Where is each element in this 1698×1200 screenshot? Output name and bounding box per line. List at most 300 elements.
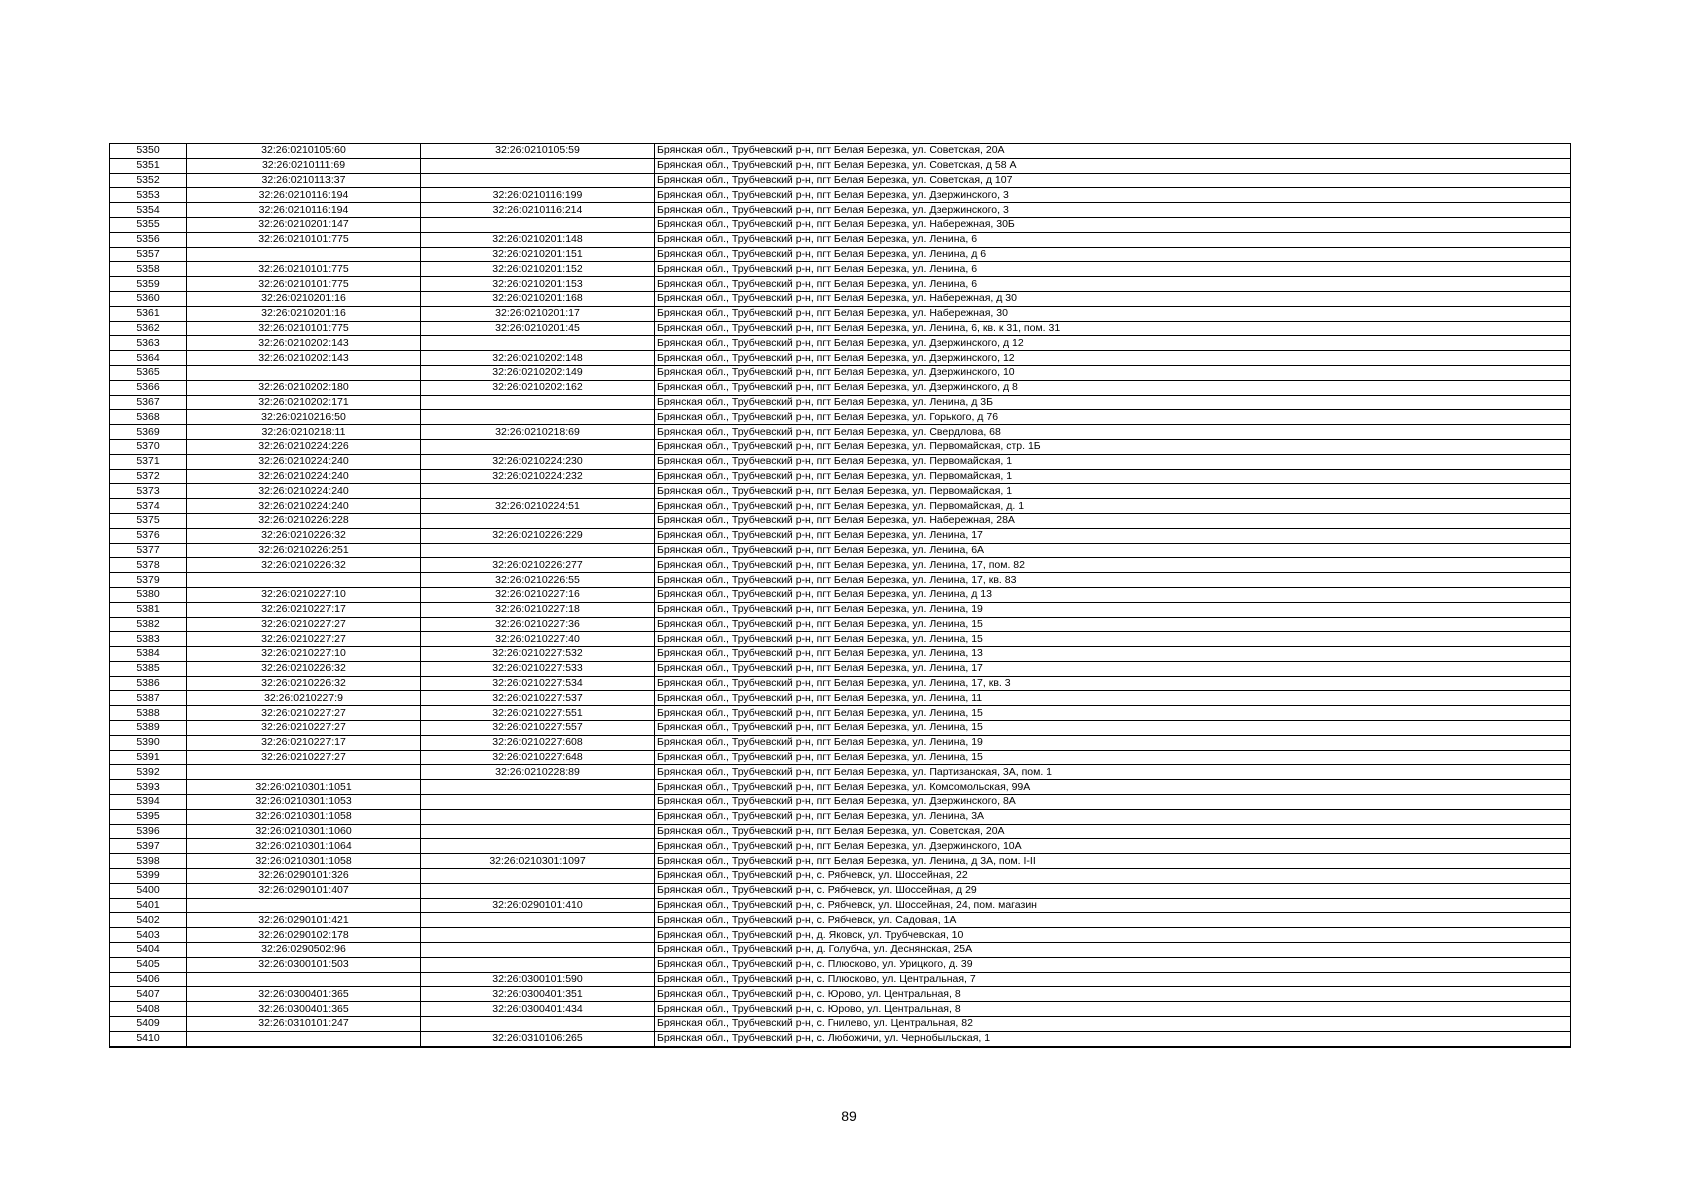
table-row <box>110 380 1571 395</box>
related-cadastral-number-cell <box>421 913 655 928</box>
table-row <box>110 395 1571 410</box>
cadastral-number-cell <box>187 765 421 780</box>
table-row <box>110 824 1571 839</box>
related-cadastral-number-cell: 32:26:0210218:69 <box>421 425 655 440</box>
row-number-cell: 5407 <box>110 987 187 1002</box>
cadastral-number-cell <box>187 573 421 588</box>
cadastral-number-cell: 32:26:0210227:27 <box>187 632 421 647</box>
related-cadastral-number-cell: 32:26:0300401:351 <box>421 987 655 1002</box>
related-cadastral-number-cell: 32:26:0300401:434 <box>421 1002 655 1017</box>
row-number-cell: 5354 <box>110 203 187 218</box>
related-cadastral-number-cell: 32:26:0210202:148 <box>421 351 655 366</box>
row-number-cell: 5372 <box>110 469 187 484</box>
table-row <box>110 351 1571 366</box>
related-cadastral-number-cell: 32:26:0210227:648 <box>421 750 655 765</box>
related-cadastral-number-cell: 32:26:0210228:89 <box>421 765 655 780</box>
row-number-cell: 5353 <box>110 188 187 203</box>
row-number-cell: 5378 <box>110 558 187 573</box>
row-number-cell: 5403 <box>110 928 187 943</box>
cadastral-number-cell: 32:26:0210202:143 <box>187 336 421 351</box>
page-number: 89 <box>841 1108 857 1124</box>
related-cadastral-number-cell: 32:26:0210105:59 <box>421 144 655 159</box>
cadastral-number-cell: 32:26:0210202:171 <box>187 395 421 410</box>
cadastral-number-cell: 32:26:0210116:194 <box>187 188 421 203</box>
table-row <box>110 203 1571 218</box>
table-row <box>110 943 1571 958</box>
cadastral-number-cell: 32:26:0210224:240 <box>187 454 421 469</box>
table-row <box>110 425 1571 440</box>
table-row <box>110 972 1571 987</box>
row-number-cell: 5385 <box>110 661 187 676</box>
table-row <box>110 188 1571 203</box>
table-row <box>110 144 1571 159</box>
related-cadastral-number-cell: 32:26:0210201:17 <box>421 306 655 321</box>
address-cell: Брянская обл., Трубчевский р-н, пгт Белая Березка, ул. Набережная, 28А <box>655 513 1571 528</box>
related-cadastral-number-cell: 32:26:0210227:551 <box>421 706 655 721</box>
row-number-cell: 5402 <box>110 913 187 928</box>
cadastral-number-cell: 32:26:0210116:194 <box>187 203 421 218</box>
related-cadastral-number-cell <box>421 928 655 943</box>
cadastral-number-cell: 32:26:0210226:32 <box>187 558 421 573</box>
row-number-cell: 5355 <box>110 217 187 232</box>
address-cell: Брянская обл., Трубчевский р-н, пгт Белая Березка, ул. Первомайская, стр. 1Б <box>655 439 1571 454</box>
address-cell: Брянская обл., Трубчевский р-н, пгт Белая Березка, ул. Ленина, 19 <box>655 735 1571 750</box>
cadastral-number-cell: 32:26:0210301:1058 <box>187 809 421 824</box>
table-row <box>110 158 1571 173</box>
cadastral-number-cell: 32:26:0210216:50 <box>187 410 421 425</box>
address-cell: Брянская обл., Трубчевский р-н, пгт Белая Березка, ул. Ленина, 15 <box>655 721 1571 736</box>
cadastral-number-cell: 32:26:0210301:1053 <box>187 795 421 810</box>
table-row <box>110 558 1571 573</box>
row-number-cell: 5358 <box>110 262 187 277</box>
table-row <box>110 839 1571 854</box>
address-cell: Брянская обл., Трубчевский р-н, пгт Белая Березка, ул. Ленина, 15 <box>655 750 1571 765</box>
row-number-cell: 5376 <box>110 528 187 543</box>
table-row <box>110 587 1571 602</box>
address-cell: Брянская обл., Трубчевский р-н, пгт Белая Березка, ул. Первомайская, 1 <box>655 454 1571 469</box>
related-cadastral-number-cell <box>421 513 655 528</box>
address-cell: Брянская обл., Трубчевский р-н, пгт Белая Березка, ул. Ленина, д 3А, пом. I-II <box>655 854 1571 869</box>
row-number-cell: 5379 <box>110 573 187 588</box>
cadastral-number-cell <box>187 247 421 262</box>
address-cell: Брянская обл., Трубчевский р-н, пгт Белая Березка, ул. Набережная, д 30 <box>655 291 1571 306</box>
row-number-cell: 5404 <box>110 943 187 958</box>
table-row <box>110 573 1571 588</box>
table-row <box>110 528 1571 543</box>
address-cell: Брянская обл., Трубчевский р-н, пгт Белая Березка, ул. Советская, 20А <box>655 824 1571 839</box>
table-row <box>110 632 1571 647</box>
related-cadastral-number-cell <box>421 484 655 499</box>
related-cadastral-number-cell: 32:26:0210226:229 <box>421 528 655 543</box>
address-cell: Брянская обл., Трубчевский р-н, с. Рябчевск, ул. Шоссейная, 22 <box>655 869 1571 884</box>
cadastral-number-cell: 32:26:0210227:10 <box>187 587 421 602</box>
row-number-cell: 5368 <box>110 410 187 425</box>
cadastral-number-cell: 32:26:0210218:11 <box>187 425 421 440</box>
row-number-cell: 5366 <box>110 380 187 395</box>
related-cadastral-number-cell: 32:26:0210301:1097 <box>421 854 655 869</box>
address-cell: Брянская обл., Трубчевский р-н, пгт Белая Березка, ул. Комсомольская, 99А <box>655 780 1571 795</box>
table-row <box>110 617 1571 632</box>
table-row <box>110 499 1571 514</box>
cadastral-number-cell: 32:26:0210224:240 <box>187 469 421 484</box>
table-row <box>110 661 1571 676</box>
related-cadastral-number-cell: 32:26:0210227:534 <box>421 676 655 691</box>
table-row <box>110 247 1571 262</box>
related-cadastral-number-cell <box>421 1017 655 1032</box>
row-number-cell: 5405 <box>110 957 187 972</box>
table-row <box>110 957 1571 972</box>
cadastral-number-cell: 32:26:0300101:503 <box>187 957 421 972</box>
row-number-cell: 5361 <box>110 306 187 321</box>
row-number-cell: 5397 <box>110 839 187 854</box>
table-row <box>110 484 1571 499</box>
cadastral-number-cell: 32:26:0210227:10 <box>187 647 421 662</box>
related-cadastral-number-cell <box>421 839 655 854</box>
address-cell: Брянская обл., Трубчевский р-н, пгт Белая Березка, ул. Ленина, д 3Б <box>655 395 1571 410</box>
related-cadastral-number-cell <box>421 780 655 795</box>
row-number-cell: 5398 <box>110 854 187 869</box>
related-cadastral-number-cell <box>421 439 655 454</box>
related-cadastral-number-cell: 32:26:0210224:232 <box>421 469 655 484</box>
related-cadastral-number-cell: 32:26:0210116:199 <box>421 188 655 203</box>
cadastral-number-cell: 32:26:0210301:1051 <box>187 780 421 795</box>
related-cadastral-number-cell <box>421 395 655 410</box>
related-cadastral-number-cell: 32:26:0210227:532 <box>421 647 655 662</box>
related-cadastral-number-cell: 32:26:0210201:152 <box>421 262 655 277</box>
address-cell: Брянская обл., Трубчевский р-н, д. Голубча, ул. Деснянская, 25А <box>655 943 1571 958</box>
table-row <box>110 721 1571 736</box>
related-cadastral-number-cell: 32:26:0210201:148 <box>421 232 655 247</box>
related-cadastral-number-cell: 32:26:0210227:533 <box>421 661 655 676</box>
address-cell: Брянская обл., Трубчевский р-н, с. Любожичи, ул. Чернобыльская, 1 <box>655 1031 1571 1046</box>
row-number-cell: 5386 <box>110 676 187 691</box>
cadastral-number-cell: 32:26:0290101:407 <box>187 883 421 898</box>
table-row <box>110 410 1571 425</box>
address-cell: Брянская обл., Трубчевский р-н, пгт Белая Березка, ул. Ленина, 6А <box>655 543 1571 558</box>
cadastral-number-cell: 32:26:0210113:37 <box>187 173 421 188</box>
address-cell: Брянская обл., Трубчевский р-н, пгт Белая Березка, ул. Ленина, 17, кв. 83 <box>655 573 1571 588</box>
related-cadastral-number-cell: 32:26:0210202:162 <box>421 380 655 395</box>
related-cadastral-number-cell: 32:26:0310106:265 <box>421 1031 655 1046</box>
table-row <box>110 928 1571 943</box>
cadastral-number-cell: 32:26:0210226:32 <box>187 661 421 676</box>
related-cadastral-number-cell: 32:26:0210201:151 <box>421 247 655 262</box>
cadastral-number-cell: 32:26:0210227:27 <box>187 750 421 765</box>
address-cell: Брянская обл., Трубчевский р-н, пгт Белая Березка, ул. Ленина, д 13 <box>655 587 1571 602</box>
row-number-cell: 5399 <box>110 869 187 884</box>
row-number-cell: 5392 <box>110 765 187 780</box>
row-number-cell: 5363 <box>110 336 187 351</box>
cadastral-number-cell: 32:26:0210101:775 <box>187 321 421 336</box>
address-cell: Брянская обл., Трубчевский р-н, пгт Белая Березка, ул. Первомайская, 1 <box>655 469 1571 484</box>
cadastral-number-cell: 32:26:0210202:143 <box>187 351 421 366</box>
cadastral-number-cell: 32:26:0290502:96 <box>187 943 421 958</box>
row-number-cell: 5367 <box>110 395 187 410</box>
table-row <box>110 1031 1571 1046</box>
related-cadastral-number-cell <box>421 824 655 839</box>
related-cadastral-number-cell: 32:26:0210226:55 <box>421 573 655 588</box>
row-number-cell: 5383 <box>110 632 187 647</box>
cadastral-number-cell: 32:26:0290101:421 <box>187 913 421 928</box>
address-cell: Брянская обл., Трубчевский р-н, с. Рябчевск, ул. Шоссейная, 24, пом. магазин <box>655 898 1571 913</box>
table-row <box>110 365 1571 380</box>
related-cadastral-number-cell: 32:26:0210227:36 <box>421 617 655 632</box>
cadastral-number-cell: 32:26:0210111:69 <box>187 158 421 173</box>
cadastral-number-cell: 32:26:0210227:9 <box>187 691 421 706</box>
cadastral-number-cell: 32:26:0300401:365 <box>187 1002 421 1017</box>
address-cell: Брянская обл., Трубчевский р-н, пгт Белая Березка, ул. Свердлова, 68 <box>655 425 1571 440</box>
cadastral-number-cell: 32:26:0210105:60 <box>187 144 421 159</box>
row-number-cell: 5362 <box>110 321 187 336</box>
related-cadastral-number-cell: 32:26:0210227:18 <box>421 602 655 617</box>
cadastral-number-cell: 32:26:0210201:16 <box>187 291 421 306</box>
related-cadastral-number-cell: 32:26:0210227:557 <box>421 721 655 736</box>
address-cell: Брянская обл., Трубчевский р-н, пгт Белая Березка, ул. Партизанская, 3А, пом. 1 <box>655 765 1571 780</box>
cadastral-number-cell: 32:26:0210202:180 <box>187 380 421 395</box>
address-cell: Брянская обл., Трубчевский р-н, пгт Белая Березка, ул. Дзержинского, д 12 <box>655 336 1571 351</box>
row-number-cell: 5393 <box>110 780 187 795</box>
table-row <box>110 513 1571 528</box>
address-cell: Брянская обл., Трубчевский р-н, пгт Белая Березка, ул. Дзержинского, д 8 <box>655 380 1571 395</box>
related-cadastral-number-cell <box>421 158 655 173</box>
related-cadastral-number-cell: 32:26:0210224:51 <box>421 499 655 514</box>
table-row <box>110 291 1571 306</box>
table-row <box>110 306 1571 321</box>
address-cell: Брянская обл., Трубчевский р-н, пгт Белая Березка, ул. Ленина, 17 <box>655 528 1571 543</box>
address-cell: Брянская обл., Трубчевский р-н, с. Юрово, ул. Центральная, 8 <box>655 987 1571 1002</box>
table-row <box>110 780 1571 795</box>
address-cell: Брянская обл., Трубчевский р-н, пгт Белая Березка, ул. Ленина, д 6 <box>655 247 1571 262</box>
address-cell: Брянская обл., Трубчевский р-н, пгт Белая Березка, ул. Дзержинского, 10А <box>655 839 1571 854</box>
cadastral-number-cell: 32:26:0210101:775 <box>187 232 421 247</box>
table-row <box>110 795 1571 810</box>
address-cell: Брянская обл., Трубчевский р-н, пгт Белая Березка, ул. Ленина, 17, кв. 3 <box>655 676 1571 691</box>
related-cadastral-number-cell <box>421 543 655 558</box>
address-cell: Брянская обл., Трубчевский р-н, пгт Белая Березка, ул. Ленина, 17 <box>655 661 1571 676</box>
table-row <box>110 454 1571 469</box>
table-row <box>110 277 1571 292</box>
table-row <box>110 1017 1571 1032</box>
table-row <box>110 439 1571 454</box>
address-cell: Брянская обл., Трубчевский р-н, пгт Белая Березка, ул. Ленина, 17, пом. 82 <box>655 558 1571 573</box>
address-cell: Брянская обл., Трубчевский р-н, пгт Белая Березка, ул. Горького, д 76 <box>655 410 1571 425</box>
address-cell: Брянская обл., Трубчевский р-н, с. Рябчевск, ул. Садовая, 1А <box>655 913 1571 928</box>
related-cadastral-number-cell <box>421 173 655 188</box>
row-number-cell: 5389 <box>110 721 187 736</box>
address-cell: Брянская обл., Трубчевский р-н, пгт Белая Березка, ул. Ленина, 15 <box>655 617 1571 632</box>
related-cadastral-number-cell <box>421 869 655 884</box>
address-cell: Брянская обл., Трубчевский р-н, пгт Белая Березка, ул. Дзержинского, 10 <box>655 365 1571 380</box>
cadastral-number-cell: 32:26:0210226:251 <box>187 543 421 558</box>
address-cell: Брянская обл., Трубчевский р-н, пгт Белая Березка, ул. Ленина, 13 <box>655 647 1571 662</box>
cadastral-number-cell <box>187 972 421 987</box>
row-number-cell: 5374 <box>110 499 187 514</box>
cadastral-number-cell: 32:26:0210224:226 <box>187 439 421 454</box>
related-cadastral-number-cell: 32:26:0290101:410 <box>421 898 655 913</box>
related-cadastral-number-cell <box>421 943 655 958</box>
row-number-cell: 5390 <box>110 735 187 750</box>
table-row <box>110 262 1571 277</box>
related-cadastral-number-cell: 32:26:0210202:149 <box>421 365 655 380</box>
table-row <box>110 750 1571 765</box>
address-cell: Брянская обл., Трубчевский р-н, пгт Белая Березка, ул. Ленина, 6 <box>655 232 1571 247</box>
cadastral-table <box>109 143 1571 1048</box>
address-cell: Брянская обл., Трубчевский р-н, пгт Белая Березка, ул. Дзержинского, 3 <box>655 188 1571 203</box>
row-number-cell: 5394 <box>110 795 187 810</box>
row-number-cell: 5375 <box>110 513 187 528</box>
address-cell: Брянская обл., Трубчевский р-н, пгт Белая Березка, ул. Набережная, 30Б <box>655 217 1571 232</box>
row-number-cell: 5370 <box>110 439 187 454</box>
cadastral-number-cell <box>187 1031 421 1046</box>
table-row <box>110 469 1571 484</box>
cadastral-number-cell <box>187 365 421 380</box>
table-row <box>110 691 1571 706</box>
related-cadastral-number-cell: 32:26:0210201:153 <box>421 277 655 292</box>
table-row <box>110 706 1571 721</box>
related-cadastral-number-cell: 32:26:0210226:277 <box>421 558 655 573</box>
related-cadastral-number-cell <box>421 410 655 425</box>
address-cell: Брянская обл., Трубчевский р-н, пгт Белая Березка, ул. Ленина, 19 <box>655 602 1571 617</box>
cadastral-number-cell: 32:26:0210201:147 <box>187 217 421 232</box>
address-cell: Брянская обл., Трубчевский р-н, с. Рябчевск, ул. Шоссейная, д 29 <box>655 883 1571 898</box>
address-cell: Брянская обл., Трубчевский р-н, пгт Белая Березка, ул. Ленина, 6 <box>655 277 1571 292</box>
table-row <box>110 883 1571 898</box>
table-row <box>110 676 1571 691</box>
cadastral-number-cell: 32:26:0210101:775 <box>187 262 421 277</box>
table-row <box>110 543 1571 558</box>
related-cadastral-number-cell: 32:26:0210227:40 <box>421 632 655 647</box>
row-number-cell: 5364 <box>110 351 187 366</box>
table-row <box>110 913 1571 928</box>
row-number-cell: 5359 <box>110 277 187 292</box>
related-cadastral-number-cell: 32:26:0210116:214 <box>421 203 655 218</box>
address-cell: Брянская обл., Трубчевский р-н, пгт Белая Березка, ул. Набережная, 30 <box>655 306 1571 321</box>
row-number-cell: 5396 <box>110 824 187 839</box>
cadastral-number-cell: 32:26:0210226:32 <box>187 528 421 543</box>
row-number-cell: 5391 <box>110 750 187 765</box>
cadastral-number-cell: 32:26:0210227:17 <box>187 602 421 617</box>
table-row <box>110 854 1571 869</box>
row-number-cell: 5356 <box>110 232 187 247</box>
address-cell: Брянская обл., Трубчевский р-н, пгт Белая Березка, ул. Советская, д 107 <box>655 173 1571 188</box>
address-cell: Брянская обл., Трубчевский р-н, пгт Белая Березка, ул. Дзержинского, 12 <box>655 351 1571 366</box>
table-row <box>110 809 1571 824</box>
row-number-cell: 5388 <box>110 706 187 721</box>
address-cell: Брянская обл., Трубчевский р-н, пгт Белая Березка, ул. Ленина, 6, кв. к 31, пом. 31 <box>655 321 1571 336</box>
related-cadastral-number-cell <box>421 883 655 898</box>
related-cadastral-number-cell <box>421 795 655 810</box>
address-cell: Брянская обл., Трубчевский р-н, пгт Белая Березка, ул. Первомайская, 1 <box>655 484 1571 499</box>
table-row <box>110 647 1571 662</box>
table-row <box>110 321 1571 336</box>
related-cadastral-number-cell <box>421 809 655 824</box>
address-cell: Брянская обл., Трубчевский р-н, с. Плюсково, ул. Урицкого, д. 39 <box>655 957 1571 972</box>
table-row <box>110 602 1571 617</box>
address-cell: Брянская обл., Трубчевский р-н, пгт Белая Березка, ул. Ленина, 15 <box>655 706 1571 721</box>
cadastral-number-cell: 32:26:0210201:16 <box>187 306 421 321</box>
table-row <box>110 1002 1571 1017</box>
address-cell: Брянская обл., Трубчевский р-н, пгт Белая Березка, ул. Советская, 20А <box>655 144 1571 159</box>
cadastral-number-cell: 32:26:0210227:27 <box>187 721 421 736</box>
address-cell: Брянская обл., Трубчевский р-н, с. Гнилево, ул. Центральная, 82 <box>655 1017 1571 1032</box>
row-number-cell: 5384 <box>110 647 187 662</box>
table-row <box>110 765 1571 780</box>
cadastral-number-cell: 32:26:0210224:240 <box>187 484 421 499</box>
cadastral-number-cell: 32:26:0210301:1064 <box>187 839 421 854</box>
related-cadastral-number-cell <box>421 336 655 351</box>
related-cadastral-number-cell: 32:26:0210201:168 <box>421 291 655 306</box>
address-cell: Брянская обл., Трубчевский р-н, д. Яковск, ул. Трубчевская, 10 <box>655 928 1571 943</box>
cadastral-number-cell: 32:26:0290102:178 <box>187 928 421 943</box>
row-number-cell: 5395 <box>110 809 187 824</box>
row-number-cell: 5406 <box>110 972 187 987</box>
table-body <box>110 144 1571 1047</box>
cadastral-number-cell: 32:26:0210227:27 <box>187 706 421 721</box>
related-cadastral-number-cell <box>421 217 655 232</box>
table-row <box>110 735 1571 750</box>
row-number-cell: 5410 <box>110 1031 187 1046</box>
row-number-cell: 5401 <box>110 898 187 913</box>
address-cell: Брянская обл., Трубчевский р-н, пгт Белая Березка, ул. Ленина, 15 <box>655 632 1571 647</box>
table-row <box>110 869 1571 884</box>
row-number-cell: 5365 <box>110 365 187 380</box>
address-cell: Брянская обл., Трубчевский р-н, пгт Белая Березка, ул. Ленина, 6 <box>655 262 1571 277</box>
row-number-cell: 5369 <box>110 425 187 440</box>
table-row <box>110 898 1571 913</box>
row-number-cell: 5351 <box>110 158 187 173</box>
related-cadastral-number-cell: 32:26:0210224:230 <box>421 454 655 469</box>
table-row <box>110 987 1571 1002</box>
table-row <box>110 336 1571 351</box>
cadastral-number-cell: 32:26:0210101:775 <box>187 277 421 292</box>
address-cell: Брянская обл., Трубчевский р-н, с. Плюсково, ул. Центральная, 7 <box>655 972 1571 987</box>
address-cell: Брянская обл., Трубчевский р-н, пгт Белая Березка, ул. Дзержинского, 3 <box>655 203 1571 218</box>
cadastral-number-cell: 32:26:0210224:240 <box>187 499 421 514</box>
cadastral-number-cell <box>187 898 421 913</box>
related-cadastral-number-cell: 32:26:0210201:45 <box>421 321 655 336</box>
row-number-cell: 5400 <box>110 883 187 898</box>
cadastral-number-cell: 32:26:0300401:365 <box>187 987 421 1002</box>
row-number-cell: 5352 <box>110 173 187 188</box>
row-number-cell: 5350 <box>110 144 187 159</box>
address-cell: Брянская обл., Трубчевский р-н, пгт Белая Березка, ул. Ленина, 11 <box>655 691 1571 706</box>
row-number-cell: 5373 <box>110 484 187 499</box>
address-cell: Брянская обл., Трубчевский р-н, пгт Белая Березка, ул. Ленина, 3А <box>655 809 1571 824</box>
row-number-cell: 5408 <box>110 1002 187 1017</box>
row-number-cell: 5357 <box>110 247 187 262</box>
related-cadastral-number-cell <box>421 957 655 972</box>
cadastral-number-cell: 32:26:0210301:1060 <box>187 824 421 839</box>
cadastral-number-cell: 32:26:0290101:326 <box>187 869 421 884</box>
cadastral-number-cell: 32:26:0310101:247 <box>187 1017 421 1032</box>
table-row <box>110 232 1571 247</box>
cadastral-number-cell: 32:26:0210226:32 <box>187 676 421 691</box>
table-row <box>110 173 1571 188</box>
row-number-cell: 5409 <box>110 1017 187 1032</box>
row-number-cell: 5360 <box>110 291 187 306</box>
row-number-cell: 5371 <box>110 454 187 469</box>
related-cadastral-number-cell: 32:26:0210227:537 <box>421 691 655 706</box>
cadastral-number-cell: 32:26:0210226:228 <box>187 513 421 528</box>
row-number-cell: 5377 <box>110 543 187 558</box>
related-cadastral-number-cell: 32:26:0210227:608 <box>421 735 655 750</box>
address-cell: Брянская обл., Трубчевский р-н, пгт Белая Березка, ул. Дзержинского, 8А <box>655 795 1571 810</box>
table-row <box>110 217 1571 232</box>
row-number-cell: 5387 <box>110 691 187 706</box>
related-cadastral-number-cell: 32:26:0210227:16 <box>421 587 655 602</box>
cadastral-number-cell: 32:26:0210227:17 <box>187 735 421 750</box>
cadastral-number-cell: 32:26:0210301:1058 <box>187 854 421 869</box>
